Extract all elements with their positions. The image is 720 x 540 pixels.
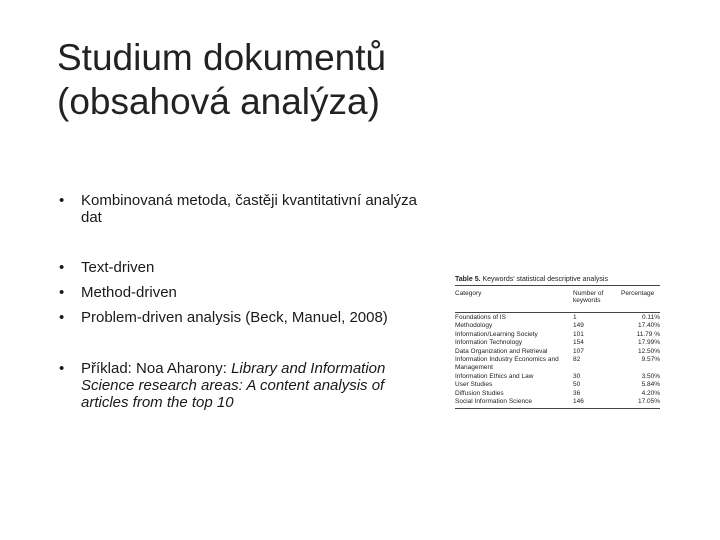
- table-row: [455, 381, 660, 389]
- title-line-1: Studium dokumentů: [57, 37, 387, 78]
- bullet-text: Kombinovaná metoda, častěji kvantitativní analýza dat: [81, 192, 418, 226]
- cell-percentage: 5.84%: [641, 381, 660, 389]
- cell-percentage: 9.57%: [641, 356, 660, 364]
- cell-percentage: 17.05%: [637, 398, 660, 406]
- cell-number: 107: [573, 347, 584, 355]
- cell-category: Social Information Science: [455, 398, 532, 406]
- cell-percentage: 17.99%: [637, 339, 660, 347]
- cell-category: Information Ethics and Law: [455, 372, 534, 380]
- cell-number: 82: [573, 356, 581, 364]
- table-row: [455, 348, 660, 356]
- bullet-text: Problem-driven analysis (Beck, Manuel, 2008): [81, 309, 388, 326]
- table-row: [455, 356, 660, 373]
- header-category: Category: [455, 290, 482, 297]
- slide-title: [57, 36, 657, 124]
- cell-category: Information Technology: [455, 339, 523, 347]
- cell-percentage: 17.40%: [637, 322, 660, 330]
- table-caption: [455, 275, 660, 285]
- table-row: [455, 373, 660, 381]
- table-caption-text: Keywords' statistical descriptive analysis: [482, 276, 608, 283]
- cell-category: Information/Learning Society: [455, 330, 538, 338]
- cell-percentage: 4.20%: [641, 389, 660, 397]
- title-line-2: (obsahová analýza): [57, 81, 380, 122]
- cell-number: 30: [573, 372, 581, 380]
- bullet-item: [58, 192, 428, 226]
- cell-category: User Studies: [455, 381, 493, 389]
- cell-percentage: 12.50%: [637, 347, 660, 355]
- bullet-text: Příklad: Noa Aharony:: [81, 360, 232, 377]
- table-row: [455, 339, 660, 347]
- cell-category: Methodology: [455, 322, 493, 330]
- cell-number: 101: [573, 330, 584, 338]
- cell-percentage: 11.79 %: [636, 330, 660, 338]
- bullet-item: [58, 284, 177, 301]
- table-caption-label: Table 5.: [455, 276, 481, 283]
- bullet-item: [58, 309, 388, 326]
- bullet-text: Text-driven: [81, 259, 155, 276]
- cell-category: Information Industry Economics and Management: [455, 356, 559, 372]
- cell-number: 36: [573, 389, 581, 397]
- table-row: [455, 390, 660, 398]
- bullet-text: Method-driven: [81, 284, 177, 301]
- header-number: Number of keywords: [573, 290, 604, 304]
- table-row: [455, 398, 660, 406]
- article-title: Library and Information Science research areas: A content analysis of articles from the top 10: [81, 360, 386, 411]
- table-row: [455, 322, 660, 330]
- table-row: [455, 331, 660, 339]
- cell-number: 50: [573, 381, 581, 389]
- table-header: [455, 286, 660, 312]
- cell-category: Diffusion Studies: [455, 389, 504, 397]
- table-body: [455, 313, 660, 408]
- cell-number: 146: [573, 398, 584, 406]
- cell-number: 154: [573, 339, 584, 347]
- cell-category: Foundations of IS: [455, 314, 506, 321]
- table-row: [455, 314, 660, 322]
- header-percentage: Percentage: [621, 290, 655, 297]
- cell-percentage: 3.50%: [641, 372, 660, 380]
- cell-percentage: 0.11%: [642, 314, 660, 321]
- cell-number: 149: [573, 322, 584, 330]
- cell-number: 1: [573, 314, 577, 321]
- keywords-table: [455, 275, 660, 409]
- table-bottom-rule: [455, 408, 660, 409]
- cell-category: Data Organization and Retrieval: [455, 347, 548, 355]
- bullet-item: [58, 360, 428, 411]
- bullet-item: [58, 259, 154, 276]
